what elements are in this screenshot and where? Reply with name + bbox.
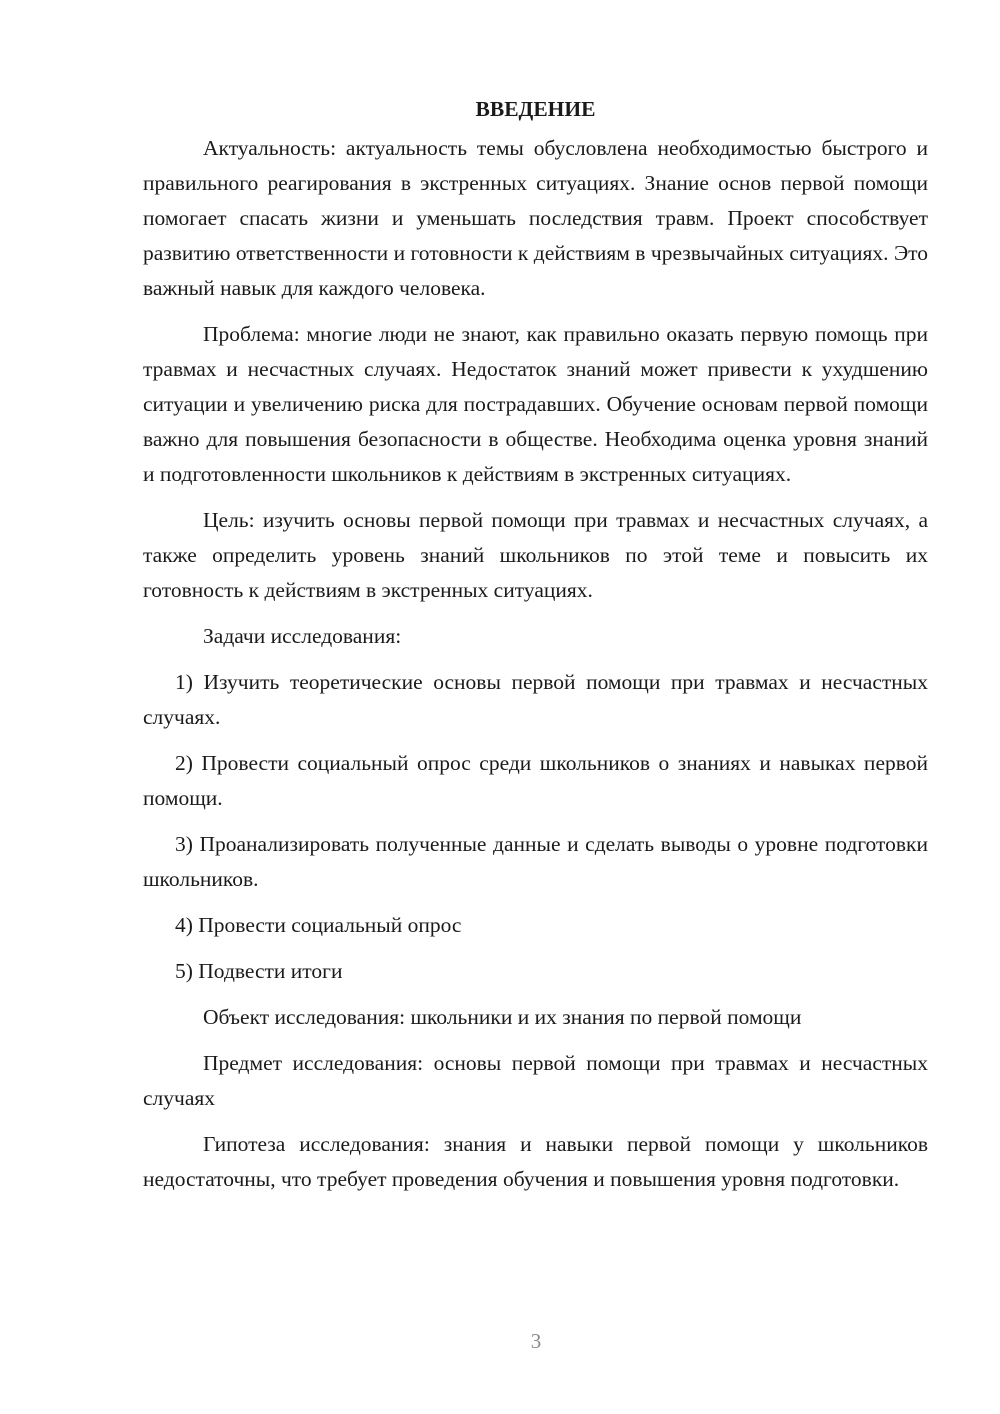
page-number: 3 bbox=[530, 1329, 542, 1353]
goal-paragraph: Цель: изучить основы первой помощи при травмах и несчастных случаях, а также определить уровень знаний школьников по этой теме и повысить их готовность к действиям в экстренных ситуациях. bbox=[143, 508, 928, 602]
object-paragraph: Объект исследования: школьники и их знания по первой помощи bbox=[203, 1005, 802, 1029]
page-title: ВВЕДЕНИЕ bbox=[475, 97, 596, 121]
task-item-1: 1) Изучить теоретические основы первой помощи при травмах и несчастных случаях. bbox=[143, 670, 928, 729]
task-item-2: 2) Провести социальный опрос среди школьников о знаниях и навыках первой помощи. bbox=[143, 751, 928, 810]
task-item-3: 3) Проанализировать полученные данные и сделать выводы о уровне подготовки школьников. bbox=[143, 832, 928, 891]
task-item-5: 5) Подвести итоги bbox=[175, 959, 343, 983]
relevance-paragraph: Актуальность: актуальность темы обусловлена необходимостью быстрого и правильного реагирования в экстренных ситуациях. Знание основ первой помощи помогает спасать жизни и уменьшать последствия травм. Проект способствует развитию ответственности и готовности к действиям в чрезвычайных ситуациях. Это важный навык для каждого человека. bbox=[143, 136, 928, 300]
task-item-4: 4) Провести социальный опрос bbox=[175, 913, 462, 937]
page-content bbox=[143, 92, 928, 1208]
hypothesis-paragraph: Гипотеза исследования: знания и навыки первой помощи у школьников недостаточны, что требует проведения обучения и повышения уровня подготовки. bbox=[143, 1132, 928, 1191]
tasks-heading: Задачи исследования: bbox=[203, 624, 402, 648]
subject-paragraph: Предмет исследования: основы первой помощи при травмах и несчастных случаях bbox=[143, 1051, 928, 1110]
problem-paragraph: Проблема: многие люди не знают, как правильно оказать первую помощь при травмах и несчастных случаях. Недостаток знаний может привести к ухудшению ситуации и увеличению риска для пострадавших. Обучение основам первой помощи важно для повышения безопасности в обществе. Необходима оценка уровня знаний и подготовленности школьников к действиям в экстренных ситуациях. bbox=[143, 322, 928, 486]
